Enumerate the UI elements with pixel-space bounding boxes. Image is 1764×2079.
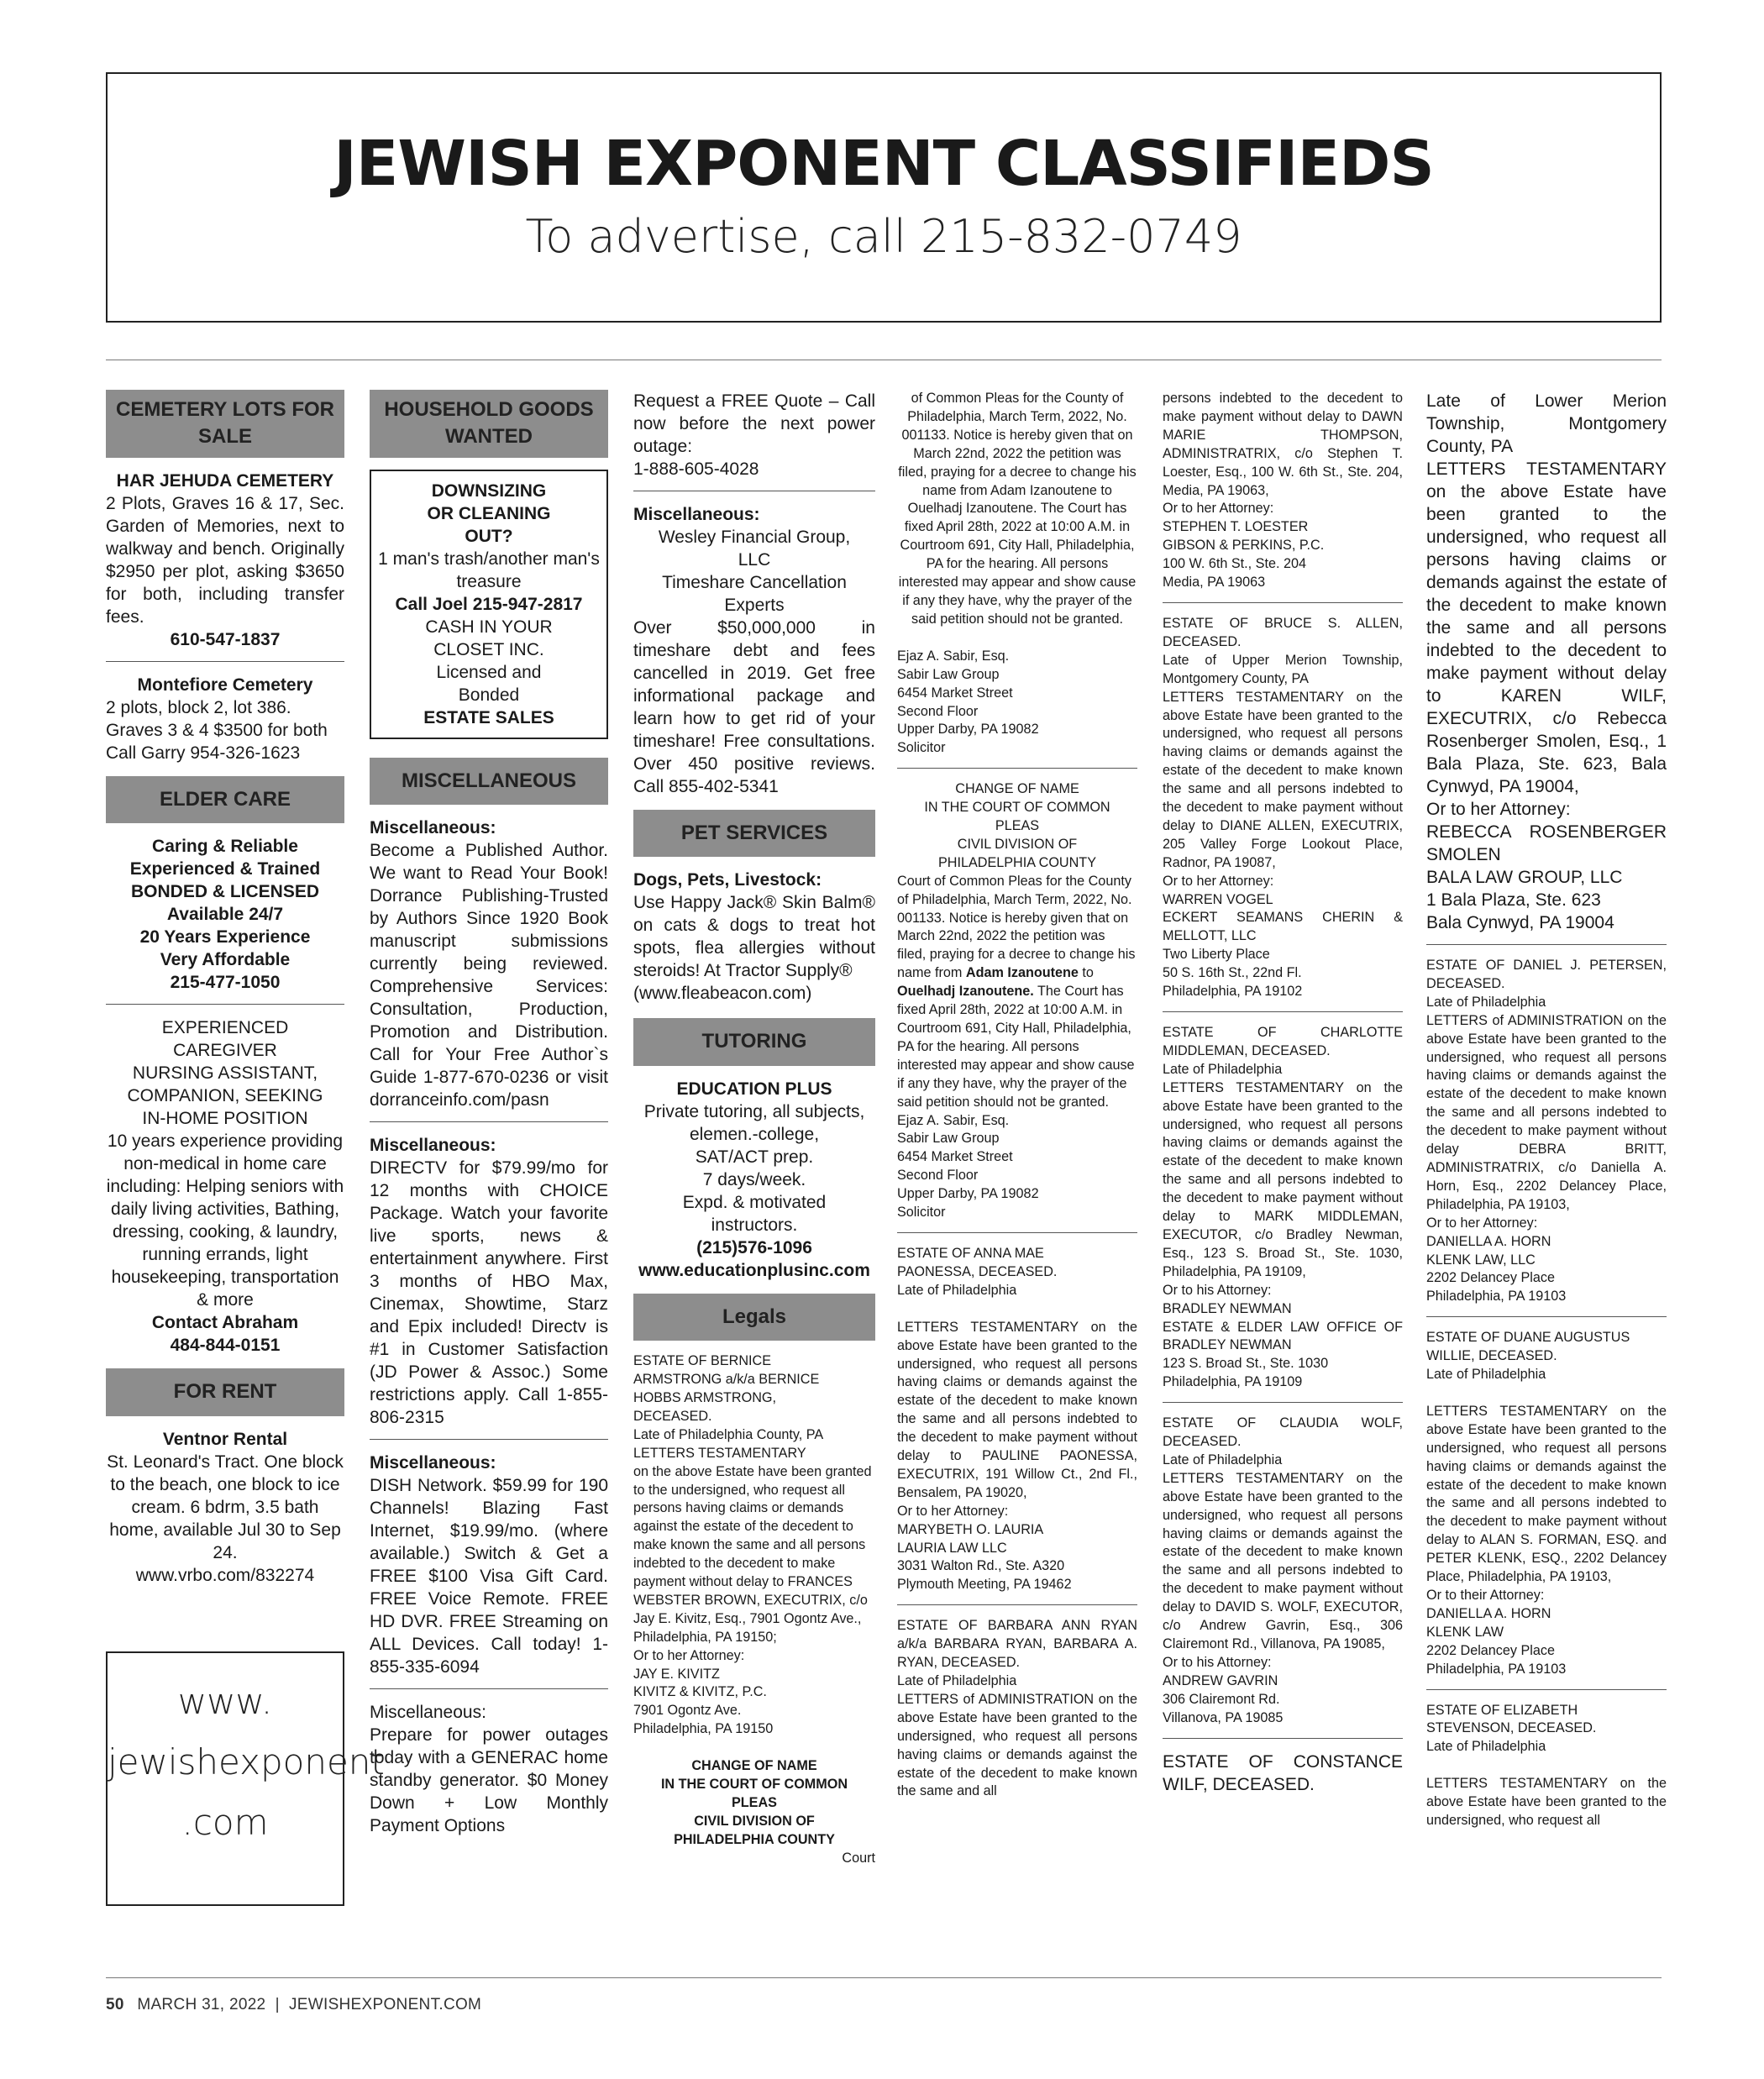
divider (106, 661, 344, 662)
column-4 (897, 390, 1137, 1801)
legal-notice: LETTERS TESTAMENTARY on the above Estate have been granted to the undersigned, who request all persons having claims or demands against the estate of the decedent to make known the same and all persons indebted to the decedent to make payment without delay to ALAN S. FORMAN, ESQ. and PETER KLENK, ESQ., 2202 Delancey Place, Philadelphia, PA 19103, Or to their Attorney: DANIELLA A. HORN KLENK LAW 2202 Delancey Place Philadelphia, PA 19103 (1426, 1403, 1667, 1677)
footer-text: MARCH 31, 2022 | JEWISHEXPONENT.COM (137, 1996, 482, 2013)
ad-body: DISH Network. $59.99 for 190 Channels! Blazing Fast Internet, $19.99/mo. (where available.) Switch & Get a FREE $100 Visa Gift Card. FREE Voice Remote. FREE HD DVR. FREE Streaming on ALL Devices. Call today! 1-855-335-6094 (370, 1476, 608, 1677)
divider (370, 1439, 608, 1440)
ad-body: 2 plots, block 2, lot 386. Graves 3 & 4 $3500 for both Call Garry 954-326-1623 (106, 697, 328, 763)
legal-name: Adam Izanoutene (965, 965, 1079, 981)
ad-label: Dogs, Pets, Livestock: (633, 870, 822, 890)
legal-text: The Court has fixed April 28th, 2022 at 10:00 A.M. in Courtroom 691, City Hall, Philadelphia, PA for the hearing. All persons interested may appear and show cause if any they have, why the prayer of the said petition should not be granted. Ejaz A. Sabir, Esq. Sabir Law Group 6454 Market Street Second Floor Upper Darby, PA 19082 Solicitor (897, 984, 1135, 1221)
section-header-pet-services: PET SERVICES (633, 810, 875, 857)
legal-name: Ouelhadj Izanoutene. (897, 984, 1034, 1000)
column-2 (370, 390, 608, 1837)
masthead-subtitle: To advertise, call 215-832-0749 (525, 210, 1242, 263)
legal-notice: ESTATE OF BARBARA ANN RYAN a/k/a BARBARA RYAN, BARBARA A. RYAN, DECEASED. Late of Philadelphia LETTERS of ADMINISTRATION on the above Estate have been granted to the undersigned, who request all persons having claims or demands against the estate of the decedent to make known the same and all (897, 1618, 1137, 1799)
masthead (106, 72, 1662, 323)
website-box: www. jewishexponent .com (106, 1651, 344, 1906)
legal-notice: ESTATE OF CLAUDIA WOLF, DECEASED. Late of Philadelphia LETTERS TESTAMENTARY on the above Estate have been granted to the undersigned, who request all persons having claims or demands against the estate of the decedent to make known the same and all persons indebted to the decedent to make payment without delay to DAVID S. WOLF, EXECUTOR, c/o Andrew Gavrin, Esq., 306 Clairemont Rd., Villanova, PA 19085, Or to his Attorney: ANDREW GAVRIN 306 Clairemont Rd. Villanova, PA 19085 (1163, 1415, 1403, 1725)
ad-body: Prepare for power outages today with a GENERAC home standby generator. $0 Money Down + Low Monthly Payment Options (370, 1725, 608, 1836)
legal-notice (897, 873, 1137, 1222)
legal-notice: of Common Pleas for the County of Philadelphia, March Term, 2022, No. 001133. Notice is hereby given that on March 22nd, 2022 the petition was filed, praying for a decree to change his name from Adam Izanoutene to Ouelhadj Izanoutene. The Court has fixed April 28th, 2022 at 10:00 A.M. in Courtroom 691, City Hall, Philadelphia, PA for the hearing. All persons interested may appear and show cause if any they have, why the prayer of the said petition should not be granted. (898, 391, 1137, 627)
legal-text: to (1082, 965, 1094, 981)
ad-title: Montefiore Cemetery (137, 675, 313, 695)
column-6 (1426, 390, 1667, 1830)
ad-body: Over $50,000,000 in timeshare debt and fees cancelled in 2019. Get free informational package and learn how to get rid of your timeshare! Free consultations. Over 450 positive reviews. Call 855-402-5341 (633, 618, 875, 796)
ad-body: DIRECTV for $79.99/mo for 12 months with CHOICE Package. Watch your favorite live sports, news & entertainment anywhere. First 3 months of HBO Max, Cinemax, Showtime, Starz and Epix included! Directv is #1 in Customer Satisfaction (JD Power & Assoc.) Some restrictions apply. Call 1-855-806-2315 (370, 1158, 608, 1428)
divider (370, 1688, 608, 1689)
legal-notice-heading: CHANGE OF NAME IN THE COURT OF COMMON PLEAS CIVIL DIVISION OF PHILADELPHIA COUNTY (924, 781, 1110, 870)
ad-body: Use Happy Jack® Skin Balm® on cats & dogs to treat hot spots, flea allergies without steroids! At Tractor Supply® (www.fleabeacon.com) (633, 893, 875, 1004)
column-1 (106, 390, 344, 1587)
ad-body: Caring & Reliable Experienced & Trained BONDED & LICENSED Available 24/7 20 Years Experience Very Affordable 215-477-1050 (129, 837, 321, 993)
ad-body: St. Leonard's Tract. One block to the beach, one block to ice cream. 6 bdrm, 3.5 bath home, available Jul 30 to Sep 24. www.vrbo.com/832274 (107, 1452, 344, 1585)
divider (1163, 1402, 1403, 1403)
divider (897, 1604, 1137, 1605)
divider (1426, 944, 1667, 945)
divider (1426, 1689, 1667, 1690)
legal-notice: Court (842, 1850, 875, 1866)
ad-body: EXPERIENCED CAREGIVER NURSING ASSISTANT, COMPANION, SEEKING IN-HOME POSITION 10 years experience providing non-medical in home care including: Helping seniors with daily living activities, Bathing, dressing, cooking, & laundry, running errands, light housekeeping, transportation & more (106, 1018, 344, 1310)
ad-body: Request a FREE Quote – Call now before the next power outage: 1-888-605-4028 (633, 391, 875, 479)
ad-title: DOWNSIZING OR CLEANING OUT? (427, 480, 551, 546)
ad-body: Private tutoring, all subjects, elemen.-college, SAT/ACT prep. 7 days/week. Expd. & motivated instructors. (643, 1101, 865, 1235)
divider (1163, 1738, 1403, 1739)
bottom-rule (106, 1977, 1662, 1978)
ad-label: Miscellaneous: (370, 1453, 496, 1473)
section-header-miscellaneous: MISCELLANEOUS (370, 758, 608, 805)
legal-notice-heading: CHANGE OF NAME IN THE COURT OF COMMON PLEAS CIVIL DIVISION OF PHILADELPHIA COUNTY (660, 1758, 848, 1847)
page-number: 50 (106, 1996, 124, 2013)
ad-contact: Contact Abraham 484-844-0151 (151, 1313, 299, 1356)
column-5 (1163, 390, 1403, 1796)
ad-label: Miscellaneous: (370, 1703, 486, 1723)
ad-website: www.educationplusinc.com (638, 1260, 870, 1280)
ad-title: Ventnor Rental (162, 1429, 288, 1449)
ad-footer: ESTATE SALES (423, 707, 554, 727)
ad-label: Miscellaneous: (370, 1136, 496, 1156)
ad-title: EDUCATION PLUS (676, 1079, 832, 1099)
divider (897, 768, 1137, 769)
section-header-cemetery: CEMETERY LOTS FOR SALE (106, 390, 344, 458)
boxed-ad (370, 470, 608, 739)
ad-label: Miscellaneous: (633, 505, 760, 524)
legal-text: Court of Common Pleas for the County of Philadelphia, March Term, 2022, No. 001133. Notice is hereby given that on March 22nd, 2022 the petition was filed, praying for a decree to change his name from (897, 873, 1136, 981)
legal-notice-heading: ESTATE OF ANNA MAE PAONESSA, DECEASED. Late of Philadelphia (897, 1245, 1058, 1298)
legal-notice-heading: ESTATE OF CONSTANCE WILF, DECEASED. (1163, 1751, 1403, 1794)
divider (897, 1232, 1137, 1233)
divider (1163, 602, 1403, 603)
ad-body: Wesley Financial Group, LLC Timeshare Cancellation Experts (658, 528, 851, 615)
legal-notice: ESTATE OF CHARLOTTE MIDDLEMAN, DECEASED. Late of Philadelphia LETTERS TESTAMENTARY on the above Estate have been granted to the undersigned, who request all persons having claims or demands against the estate of the decedent to make known the same and all persons indebted to the decedent to make payment without delay to MARK MIDDLEMAN, EXECUTOR, c/o Bradley Newman, Esq., 123 S. Broad St., Ste. 1030, Philadelphia, PA 19109, Or to his Attorney: BRADLEY NEWMAN ESTATE & ELDER LAW OFFICE OF BRADLEY NEWMAN 123 S. Broad St., Ste. 1030 Philadelphia, PA 19109 (1163, 1025, 1403, 1390)
column-3 (633, 390, 875, 1868)
ad-body: 1 man's trash/another man's treasure (378, 549, 600, 591)
ad-label: Miscellaneous: (370, 818, 496, 838)
ad-body: 2 Plots, Graves 16 & 17, Sec. Garden of Memories, next to walkway and bench. Originally $2950 per plot, asking $3650 for both, including transfer fees. (106, 493, 344, 627)
section-header-legals: Legals (633, 1294, 875, 1341)
legal-notice: Late of Lower Merion Township, Montgomery County, PA LETTERS TESTAMENTARY on the above Estate have been granted to the undersigned, who request all persons having claims or demands against the estate of the decedent to make known the same and all persons indebted to the decedent to make payment without delay to KAREN WILF, EXECUTRIX, c/o Rebecca Rosenberger Smolen, Esq., 1 Bala Plaza, Ste. 623, Bala Cynwyd, PA 19004, Or to her Attorney: REBECCA ROSENBERGER SMOLEN BALA LAW GROUP, LLC 1 Bala Plaza, Ste. 623 Bala Cynwyd, PA 19004 (1426, 391, 1667, 932)
legal-notice: ESTATE OF BRUCE S. ALLEN, DECEASED. Late of Upper Merion Township, Montgomery County, PA LETTERS TESTAMENTARY on the above Estate have been granted to the undersigned, who request all persons having claims or demands against the estate of the decedent to make known the same and all persons indebted to the decedent to make payment without delay to DIANE ALLEN, EXECUTRIX, 205 Valley Forge Lookout Place, Radnor, PA 19087, Or to her Attorney: WARREN VOGEL ECKERT SEAMANS CHERIN & MELLOTT, LLC Two Liberty Place 50 S. 16th St., 22nd Fl. Philadelphia, PA 19102 (1163, 615, 1403, 1000)
section-header-household-goods: HOUSEHOLD GOODS WANTED (370, 390, 608, 458)
ad-title: HAR JEHUDA CEMETERY (116, 470, 334, 491)
ad-phone: (215)576-1096 (696, 1237, 812, 1257)
legal-notice: ESTATE OF DANIEL J. PETERSEN, DECEASED. Late of Philadelphia LETTERS of ADMINISTRATION on the above Estate have been granted to the undersigned, who request all persons having claims or demands against the estate of the decedent to make known the same and all persons indebted to the decedent to make payment without delay DEBRA BRITT, ADMINISTRATRIX, c/o Daniella A. Horn, Esq., 2202 Delancey Place, Philadelphia, PA 19103, Or to her Attorney: DANIELLA A. HORN KLENK LAW, LLC 2202 Delancey Place Philadelphia, PA 19103 (1426, 958, 1667, 1305)
divider (1426, 1316, 1667, 1317)
divider (370, 1121, 608, 1122)
page-footer (106, 1996, 481, 2014)
legal-notice: LETTERS TESTAMENTARY on the above Estate have been granted to the undersigned, who request all (1426, 1776, 1667, 1829)
ad-body: CASH IN YOUR CLOSET INC. Licensed and Bonded (425, 617, 553, 705)
section-header-elder-care: ELDER CARE (106, 776, 344, 823)
legal-notice-heading: ESTATE OF ELIZABETH STEVENSON, DECEASED. Late of Philadelphia (1426, 1702, 1597, 1755)
section-header-for-rent: FOR RENT (106, 1368, 344, 1415)
section-header-tutoring: TUTORING (633, 1018, 875, 1065)
legal-notice: Ejaz A. Sabir, Esq. Sabir Law Group 6454 Market Street Second Floor Upper Darby, PA 19082 Solicitor (897, 648, 1039, 756)
divider (106, 1004, 344, 1005)
legal-notice: ESTATE OF BERNICE ARMSTRONG a/k/a BERNICE HOBBS ARMSTRONG, DECEASED. Late of Philadelphia County, PA LETTERS TESTAMENTARY on the above Estate have been granted to the undersigned, who request all persons having claims or demands against the estate of the decedent to make known the same and all persons indebted to the decedent to make payment without delay to FRANCES WEBSTER BROWN, EXECUTRIX, c/o Jay E. Kivitz, Esq., 7901 Ogontz Ave., Philadelphia, PA 19150; Or to her Attorney: JAY E. KIVITZ KIVITZ & KIVITZ, P.C. 7901 Ogontz Ave. Philadelphia, PA 19150 (633, 1353, 872, 1737)
legal-notice-heading: ESTATE OF DUANE AUGUSTUS WILLIE, DECEASED. Late of Philadelphia (1426, 1330, 1630, 1383)
legal-notice: persons indebted to the decedent to make payment without delay to DAWN MARIE THOMPSON, ADMINISTRATRIX, c/o Stephen T. Loester, Esq., 100 W. 6th St., Ste. 204, Media, PA 19063, Or to her Attorney: STEPHEN T. LOESTER GIBSON & PERKINS, P.C. 100 W. 6th St., Ste. 204 Media, PA 19063 (1163, 391, 1403, 591)
ad-phone: Call Joel 215-947-2817 (395, 594, 583, 614)
masthead-title: JEWISH EXPONENT CLASSIFIEDS (333, 128, 1434, 200)
legal-notice: LETTERS TESTAMENTARY on the above Estate have been granted to the undersigned, who request all persons having claims or demands against the estate of the decedent to make known the same and all persons indebted to the decedent to make payment without delay to PAULINE PAONESSA, EXECUTRIX, 191 Willow Ct., 2nd Fl., Bensalem, PA 19020, Or to her Attorney: MARYBETH O. LAURIA LAURIA LAW LLC 3031 Walton Rd., Ste. A320 Plymouth Meeting, PA 19462 (897, 1319, 1137, 1593)
divider (1163, 1011, 1403, 1012)
ad-body: Become a Published Author. We want to Read Your Book! Dorrance Publishing-Trusted by Authors Since 1920 Book manuscript submissions currently being reviewed. Comprehensive Services: Consultation, Production, Promotion and Distribution. Call for Your Free Author`s Guide 1-877-670-0236 or visit dorranceinfo.com/pasn (370, 841, 608, 1110)
ad-phone: 610-547-1837 (170, 629, 281, 649)
